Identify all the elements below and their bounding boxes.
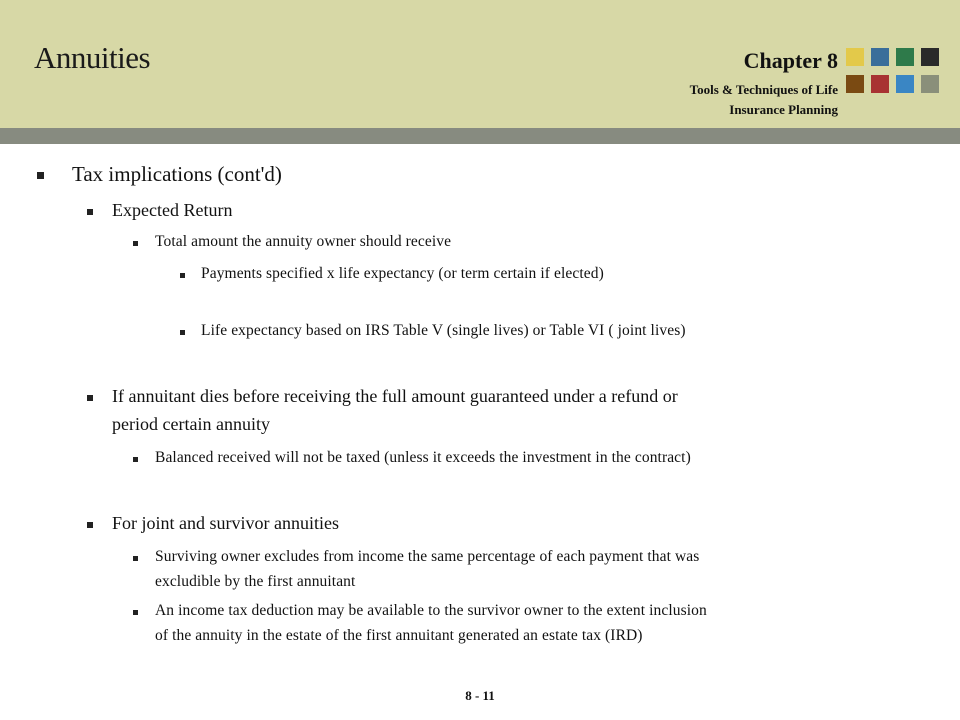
chapter-subtitle-line1: Tools & Techniques of Life (689, 82, 838, 97)
chapter-subtitle-line2: Insurance Planning (729, 102, 838, 117)
bullet-text-continued: of the annuity in the estate of the first annuitant generated an estate tax (IRD) (155, 627, 643, 644)
bullet-text: Payments specified x life expectancy (or term certain if elected) (201, 265, 604, 282)
bullet-text: Life expectancy based on IRS Table V (single lives) or Table VI ( joint lives) (201, 322, 686, 339)
square-bullet-icon (87, 522, 93, 528)
chapter-label: Chapter 8 (743, 48, 838, 73)
bullet-text: For joint and survivor annuities (112, 513, 339, 533)
bullet-text: Balanced received will not be taxed (unless it exceeds the investment in the contract) (155, 449, 691, 466)
square-bullet-icon (133, 457, 138, 462)
square-bullet-icon (87, 209, 93, 215)
slide-title: Annuities (34, 40, 151, 75)
bullet-text: Tax implications (cont'd) (72, 162, 282, 186)
page-number: 8 - 11 (465, 688, 495, 703)
square-bullet-icon (87, 395, 93, 401)
square-bullet-icon (37, 172, 44, 179)
square-bullet-icon (180, 330, 185, 335)
square-bullet-icon (133, 241, 138, 246)
bullet-text: Expected Return (112, 200, 233, 220)
bullet-text: An income tax deduction may be available to the survivor owner to the extent inclusion (155, 602, 707, 619)
bullet-text: If annuitant dies before receiving the full amount guaranteed under a refund or (112, 386, 678, 406)
square-bullet-icon (133, 556, 138, 561)
square-bullet-icon (180, 273, 185, 278)
bullet-text: Surviving owner excludes from income the same percentage of each payment that was (155, 548, 700, 565)
bullet-text-continued: period certain annuity (112, 414, 270, 434)
square-bullet-icon (133, 610, 138, 615)
bullet-text-continued: excludible by the first annuitant (155, 573, 356, 590)
bullet-text: Total amount the annuity owner should receive (155, 233, 452, 250)
